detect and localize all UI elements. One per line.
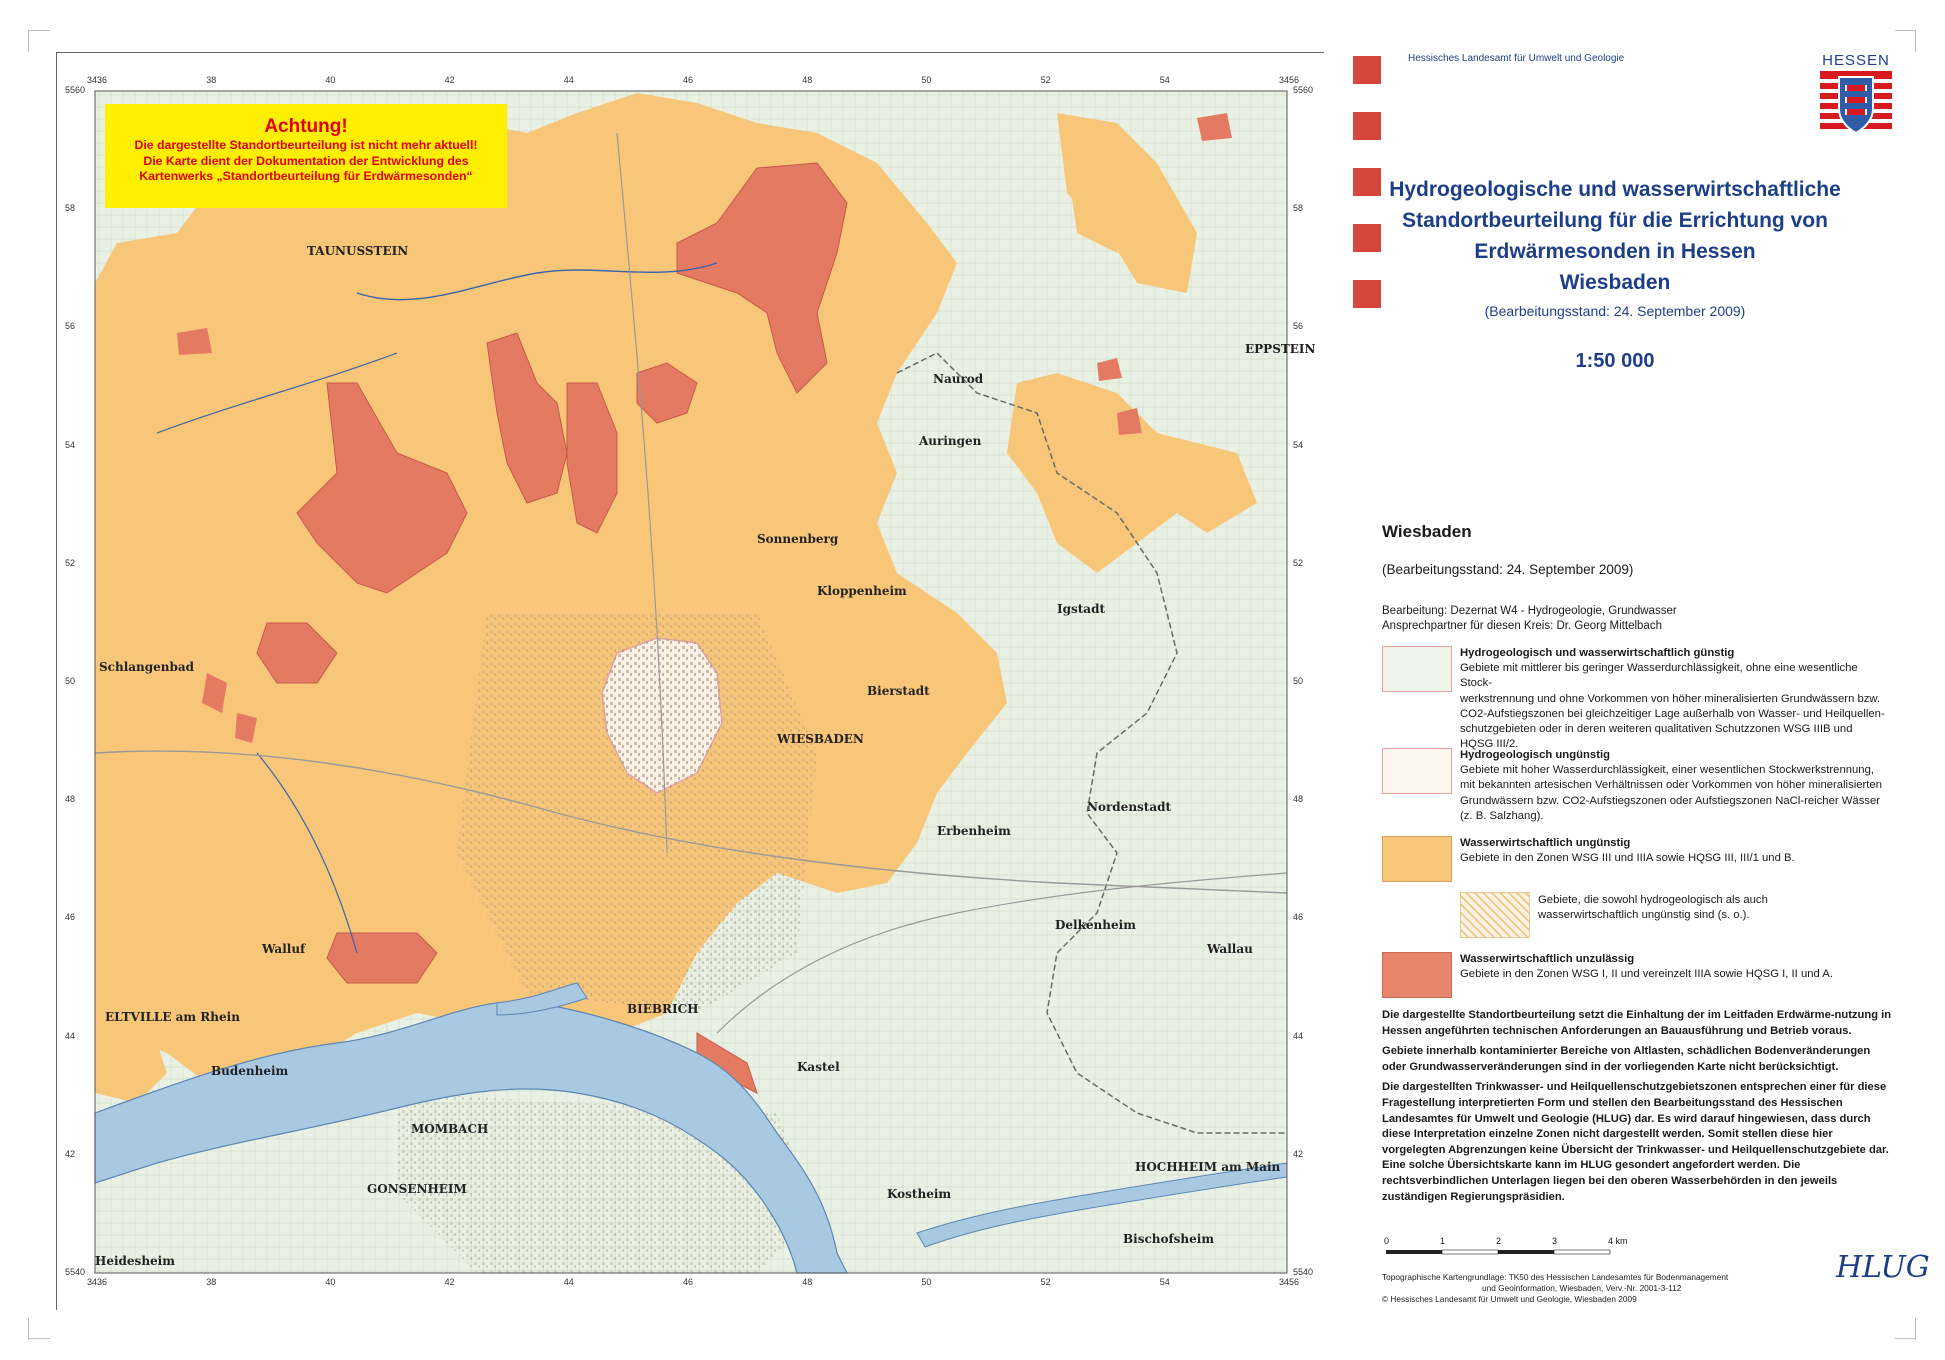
legend-item-line: werkstrennung und ohne Vorkommen von höher mineralisierten Grundwässern bzw. (1460, 692, 1881, 705)
title-line: Erdwärmesonden in Hessen (1474, 240, 1756, 263)
map-canvas[interactable] (57, 53, 1325, 1311)
scale-label: 1 (1440, 1236, 1446, 1246)
warning-line: Die dargestellte Standortbeurteilung ist nicht mehr aktuell! (134, 138, 478, 152)
grid-tick-label: 3456 (1279, 1277, 1300, 1287)
grid-tick-label: 52 (1040, 1277, 1051, 1287)
scale-labels (1382, 1238, 1642, 1250)
grid-tick-label: 5540 (65, 1267, 86, 1277)
scale-bar (1382, 1236, 1628, 1273)
legend-swatch-hydro-unguenstig (1382, 748, 1452, 794)
svg-text:MOMBACH: MOMBACH (411, 1122, 489, 1136)
grid-tick-label: 5540 (1293, 1267, 1314, 1277)
grid-tick-label: 48 (802, 75, 813, 85)
hlug-logo (1836, 1250, 1930, 1285)
warning-line: Kartenwerks „Standortbeurteilung für Erdwärmesonden“ (139, 169, 473, 183)
title-line: Wiesbaden (1559, 271, 1671, 294)
crop-mark (28, 30, 29, 52)
grid-tick-label: 54 (1159, 1277, 1170, 1287)
svg-text:Sonnenberg: Sonnenberg (757, 532, 839, 546)
header-swatch (1353, 112, 1381, 140)
hessen-logo-text: HESSEN (1822, 52, 1890, 69)
legend-item-line: (z. B. Salzhang). (1460, 809, 1544, 822)
legend-item-line: schutzgebieten oder in deren weiteren qualitativen Schutzzonen WSG IIIB und (1460, 723, 1853, 736)
grid-tick-label: 42 (444, 75, 455, 85)
title-date: (Bearbeitungsstand: 24. September 2009) (1484, 303, 1746, 319)
grid-tick-label: 40 (325, 75, 336, 85)
legend-item-title: Wasserwirtschaftlich unzulässig (1460, 953, 1635, 965)
crop-mark (1915, 1318, 1916, 1340)
bearbeitung: Bearbeitung: Dezernat W4 - Hydrogeologie, Grundwasser (1382, 605, 1677, 617)
footer-line: Topographische Kartengrundlage: TK50 des Hessischen Landesamtes für Bodenmanagement (1382, 1272, 1729, 1282)
svg-text:Bierstadt: Bierstadt (867, 684, 930, 698)
legend-item-line: Grundwässern bzw. CO2-Aufstiegszonen oder Aufstiegszonen NaCl-reicher Wässer (1460, 794, 1881, 807)
note-paragraph: Gebiete innerhalb kontaminierter Bereiche von Altlasten, schädlichen Bodenveränderungen oder Grundwasserveränderungen sind in der vorliegenden Karte nicht berücksichtigt. (1382, 1045, 1871, 1073)
grid-tick-label: 48 (1293, 794, 1304, 805)
legend-heading: Wiesbaden (1382, 522, 1472, 541)
legend-item-line: Gebiete mit mittlerer bis geringer Wasserdurchlässigkeit, ohne eine wesentliche Stock- (1460, 662, 1858, 690)
grid-tick-label: 58 (1293, 203, 1304, 214)
legend-item-line: Gebiete in den Zonen WSG I, II und vereinzelt IIIA sowie HQSG I, II und A. (1460, 968, 1833, 981)
grid-tick-label: 54 (1159, 75, 1170, 85)
legend-item-line: HQSG III/2. (1460, 738, 1519, 751)
scale-label: 0 (1384, 1236, 1390, 1246)
legend-swatch-wasserwirtschaftlich-unguenstig (1382, 836, 1452, 882)
legend-item-line: Gebiete, die sowohl hydrogeologisch als auch (1538, 894, 1768, 906)
grid-tick-label: 5560 (1293, 85, 1314, 95)
grid-tick-label: 3436 (87, 75, 108, 85)
svg-text:Budenheim: Budenheim (211, 1064, 289, 1078)
grid-tick-label: 52 (1040, 75, 1051, 85)
svg-text:Kostheim: Kostheim (887, 1187, 952, 1201)
svg-text:Schlangenbad: Schlangenbad (99, 660, 195, 674)
title-block (1370, 174, 1860, 298)
legend-item-line: Gebiete mit hoher Wasserdurchlässigkeit, einer wesentlichen Stockwerkstrennung, (1460, 764, 1874, 777)
svg-text:BIEBRICH: BIEBRICH (627, 1002, 699, 1016)
warning-title: Achtung! (264, 116, 348, 137)
svg-text:ELTVILLE am Rhein: ELTVILLE am Rhein (105, 1010, 240, 1024)
legend-credits (1382, 604, 1677, 634)
map-scale: 1:50 000 (1575, 350, 1655, 372)
svg-text:Erbenheim: Erbenheim (937, 824, 1011, 838)
note-paragraph: Die dargestellten Trinkwasser- und Heilquellenschutzgebietszonen entsprechen einer für diese Fragestellung interpretierten Form und stellen den Bearbeitungsstand des Hessischen Landesamtes für Umwelt und Geologie (HLUG) dar. Es wird darauf hingewiesen, dass durch diese Interpretation einzelne Zonen nicht dargestellt werden. Somit stellen diese hier vorgelegten Abgrenzungen keine Übersicht der Trinkwasser- und Heilquellenschutzgebiete dar. Eine solche Übersichtskarte kann im HLUG gesondert angefordert werden. Die rechtsverbindlichen Unterlagen liegen bei den oberen Wasserbehörden in den jeweils zuständigen Regierungspräsidien. (1382, 1081, 1889, 1203)
grid-tick-label: 44 (65, 1030, 76, 1041)
hessen-coat-of-arms-icon (1817, 69, 1895, 139)
agency-name: Hessisches Landesamt für Umwelt und Geologie (1408, 53, 1625, 64)
legend-item-line: mit bekannten artesischen Verhältnissen oder Vorkommen von höher mineralisierten (1460, 779, 1882, 792)
grid-tick-label: 38 (206, 75, 217, 85)
svg-text:Bischofsheim: Bischofsheim (1123, 1232, 1215, 1246)
grid-tick-label: 3436 (87, 1277, 108, 1287)
ansprechpartner: Ansprechpartner für diesen Kreis: Dr. Georg Mittelbach (1382, 620, 1662, 632)
title-line: Standortbeurteilung für die Errichtung von (1402, 209, 1828, 232)
grid-tick-label: 52 (1293, 557, 1304, 568)
legend-item-title: Wasserwirtschaftlich ungünstig (1460, 837, 1631, 849)
warning-line: Die Karte dient der Dokumentation der Entwicklung des (143, 153, 469, 168)
title-line: Hydrogeologische und wasserwirtschaftliche (1389, 178, 1841, 201)
legend-item-line: Gebiete in den Zonen WSG III und IIIA sowie HQSG III, III/1 und B. (1460, 852, 1795, 865)
grid-tick-label: 40 (325, 1277, 336, 1287)
legend-item (1538, 893, 1838, 923)
legend-swatch-unzulaessig (1382, 952, 1452, 998)
footer-line: und Geoinformation, Wiesbaden, Verv.-Nr. 2001-3-112 (1482, 1283, 1682, 1293)
grid-tick-label: 46 (683, 1277, 694, 1287)
map-frame[interactable] (56, 52, 1324, 1310)
legend-date: (Bearbeitungsstand: 24. September 2009) (1382, 562, 1634, 577)
grid-tick-label: 44 (1293, 1030, 1304, 1041)
grid-tick-label: 46 (1293, 912, 1304, 923)
grid-tick-label: 48 (802, 1277, 813, 1287)
footer-line: © Hessisches Landesamt für Umwelt und Geologie, Wiesbaden 2009 (1382, 1294, 1637, 1304)
legend-item-title: Hydrogeologisch ungünstig (1460, 749, 1610, 761)
grid-tick-label: 54 (65, 439, 76, 450)
svg-text:Naurod: Naurod (933, 372, 984, 386)
legend-item (1460, 836, 1890, 866)
note-paragraph: Die dargestellte Standortbeurteilung setzt die Einhaltung der im Leitfaden Erdwärme-nutzung in Hessen angeführten technischen Anforderungen an Bauausführung und Betrieb voraus. (1382, 1009, 1892, 1037)
grid-tick-label: 56 (65, 321, 76, 332)
grid-tick-label: 44 (563, 1277, 574, 1287)
grid-tick-label: 50 (921, 75, 932, 85)
svg-text:Heidesheim: Heidesheim (95, 1254, 175, 1268)
legend-swatch-both-unguenstig (1460, 892, 1530, 938)
grid-tick-label: 46 (65, 912, 76, 923)
legend-item (1460, 748, 1890, 824)
grid-tick-label: 48 (65, 794, 76, 805)
crop-mark (1895, 1338, 1916, 1339)
warning-box (105, 104, 507, 208)
header-swatch (1353, 56, 1381, 84)
legend-item-line: CO2-Aufstiegszonen bei gleichzeitiger Lage außerhalb von Wasser- und Heilquellen- (1460, 707, 1885, 720)
svg-text:Kastel: Kastel (797, 1060, 840, 1074)
grid-tick-label: 50 (921, 1277, 932, 1287)
svg-text:Wallau: Wallau (1207, 942, 1253, 956)
scale-label: 3 (1552, 1236, 1558, 1246)
grid-tick-label: 50 (1293, 676, 1304, 686)
scale-label: 4 km (1608, 1236, 1628, 1246)
svg-text:Nordenstadt: Nordenstadt (1087, 800, 1172, 814)
legend-item (1460, 646, 1890, 752)
legend-swatch-guenstig (1382, 646, 1452, 692)
svg-text:Auringen: Auringen (919, 434, 982, 448)
grid-tick-label: 50 (65, 676, 76, 686)
svg-text:EPPSTEIN: EPPSTEIN (1245, 342, 1316, 356)
legend-notes (1382, 1008, 1892, 1210)
place-label: TAUNUSSTEIN (307, 244, 409, 258)
svg-text:Walluf: Walluf (262, 942, 306, 956)
svg-text:GONSENHEIM: GONSENHEIM (367, 1182, 467, 1196)
grid-tick-label: 38 (206, 1277, 217, 1287)
legend-item (1460, 952, 1890, 982)
hessen-logo (1817, 52, 1895, 144)
svg-text:HOCHHEIM am Main: HOCHHEIM am Main (1135, 1160, 1281, 1174)
crop-mark (1915, 30, 1916, 52)
crop-mark (28, 30, 50, 31)
grid-tick-label: 3456 (1279, 75, 1300, 85)
legend-item-line: wasserwirtschaftlich ungünstig sind (s. o.). (1538, 909, 1750, 922)
footer (1382, 1272, 1728, 1305)
scale-label: 2 (1496, 1236, 1502, 1246)
grid-tick-label: 54 (1293, 439, 1304, 450)
grid-tick-label: 44 (563, 75, 574, 85)
grid-tick-label: 58 (65, 203, 76, 214)
grid-tick-label: 5560 (65, 85, 86, 95)
grid-tick-label: 42 (65, 1148, 76, 1159)
svg-text:Kloppenheim: Kloppenheim (817, 584, 907, 598)
crop-mark (28, 1338, 50, 1339)
svg-text:Delkenheim: Delkenheim (1055, 918, 1136, 932)
hlug-logo-text: HLUG (1836, 1250, 1930, 1285)
svg-text:Igstadt: Igstadt (1057, 602, 1106, 616)
crop-mark (28, 1318, 29, 1340)
grid-tick-label: 42 (444, 1277, 455, 1287)
grid-tick-label: 52 (65, 557, 76, 568)
grid-tick-label: 46 (683, 75, 694, 85)
grid-tick-label: 42 (1293, 1148, 1304, 1159)
svg-text:WIESBADEN: WIESBADEN (777, 732, 864, 746)
legend-item-title: Hydrogeologisch und wasserwirtschaftlich günstig (1460, 647, 1735, 659)
crop-mark (1895, 30, 1916, 31)
grid-tick-label: 56 (1293, 321, 1304, 332)
